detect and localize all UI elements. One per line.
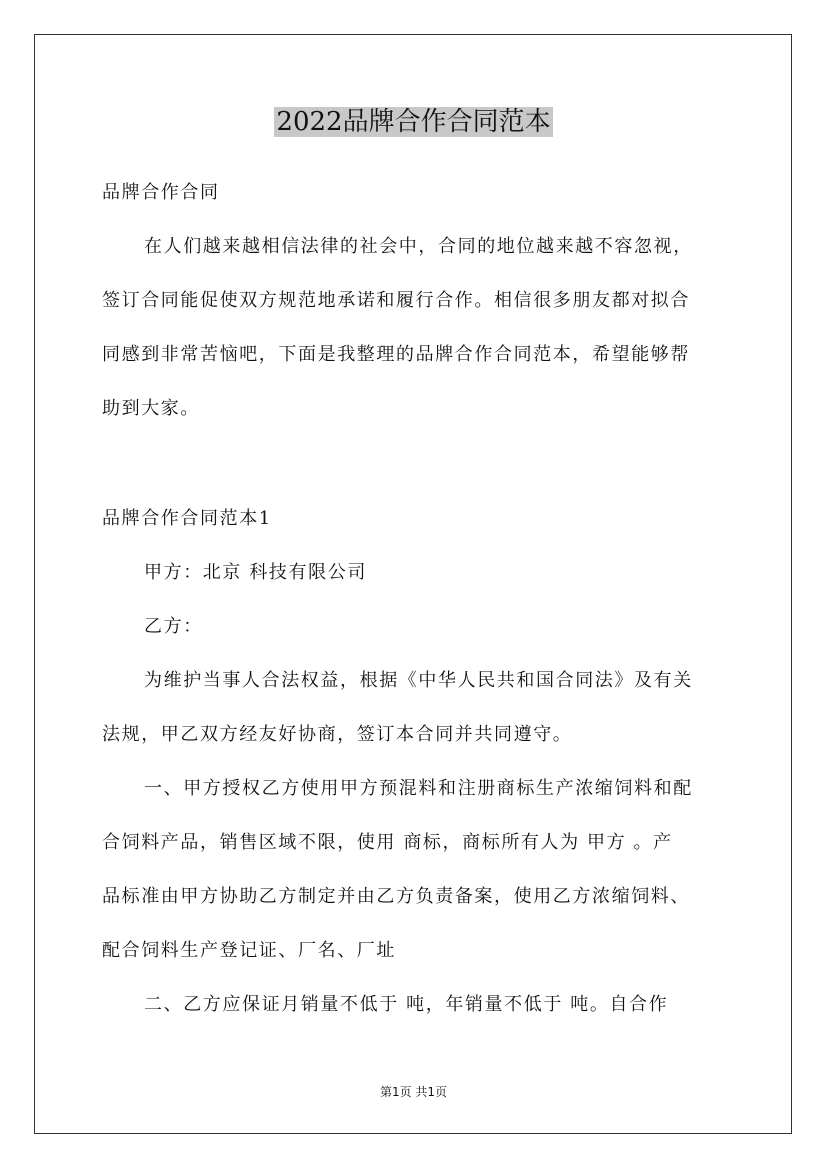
- clause-line: 合饲料产品，销售区域不限，使用 商标，商标所有人为 甲方 。产: [102, 832, 673, 853]
- intro-line: 同感到非常苦恼吧，下面是我整理的品牌合作合同范本，希望能够帮: [102, 344, 690, 365]
- preamble-line: 为维护当事人合法权益，根据《中华人民共和国合同法》及有关: [144, 670, 693, 691]
- clause-line: 品标准由甲方协助乙方制定并由乙方负责备案，使用乙方浓缩饲料、: [102, 886, 690, 907]
- preamble-line: 法规，甲乙双方经友好协商，签订本合同并共同遵守。: [102, 724, 573, 745]
- section-heading: 品牌合作合同: [102, 182, 220, 203]
- intro-line: 在人们越来越相信法律的社会中，合同的地位越来越不容忽视，: [144, 236, 693, 257]
- party-b: 乙方：: [144, 616, 203, 637]
- document-title-text: 2022品牌合作合同范本: [276, 107, 551, 137]
- clause-line: 配合饲料生产登记证、厂名、厂址: [102, 940, 396, 961]
- clause-line: 一、甲方授权乙方使用甲方预混料和注册商标生产浓缩饲料和配: [144, 778, 693, 799]
- intro-line: 签订合同能促使双方规范地承诺和履行合作。相信很多朋友都对拟合: [102, 290, 690, 311]
- clause-line: 二、乙方应保证月销量不低于 吨，年销量不低于 吨。自合作: [144, 994, 669, 1015]
- page-footer: 第1页 共1页: [379, 1085, 448, 1099]
- sample-heading: 品牌合作合同范本1: [102, 508, 272, 529]
- document-title: [0, 100, 827, 144]
- party-a: 甲方：北京 科技有限公司: [144, 562, 367, 583]
- intro-line: 助到大家。: [102, 398, 200, 419]
